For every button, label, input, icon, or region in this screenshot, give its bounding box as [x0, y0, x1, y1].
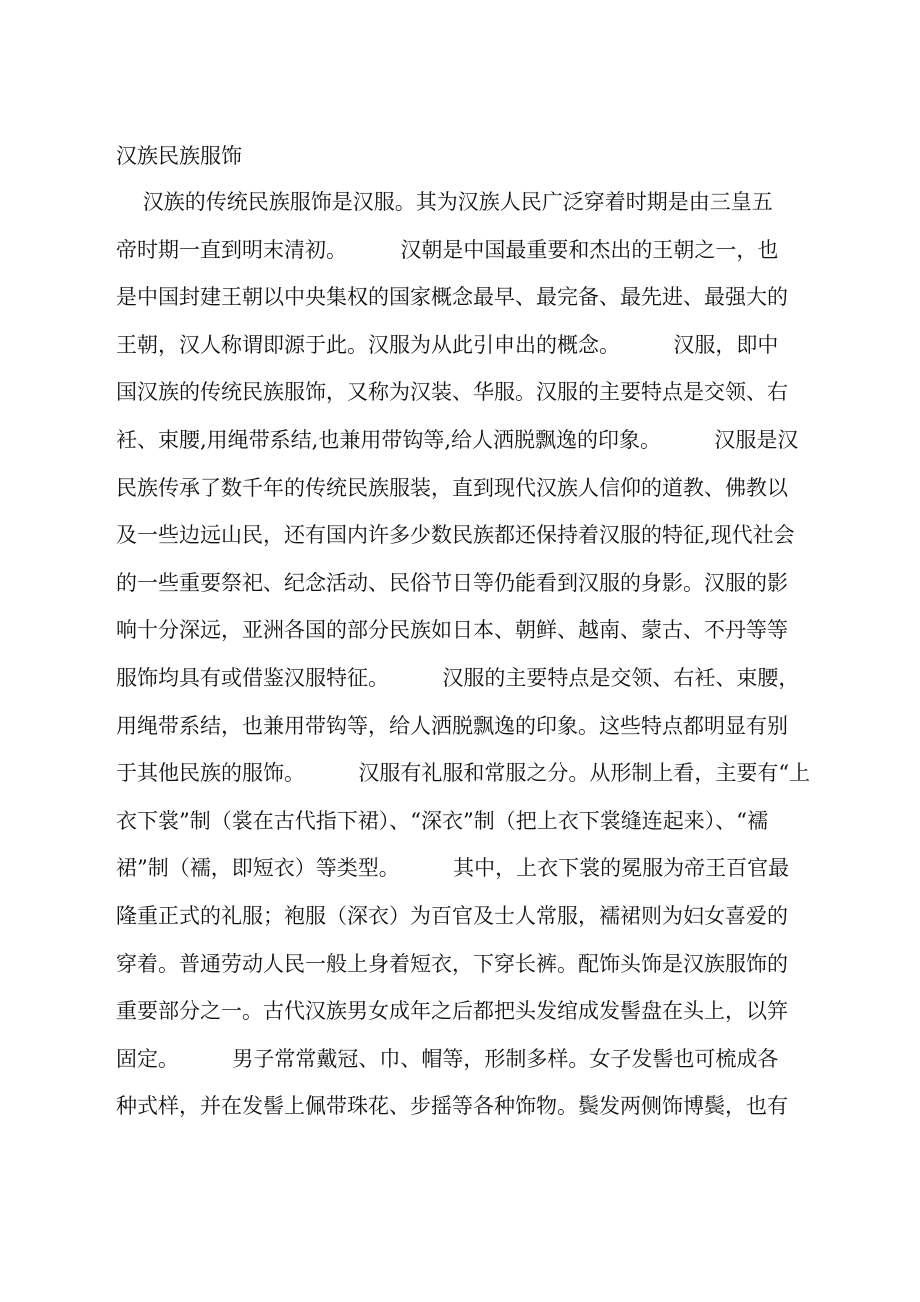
body-line: 于其他民族的服饰。 汉服有礼服和常服之分。从形制上看，主要有“上	[116, 761, 811, 786]
body-line: 穿着。普通劳动人民一般上身着短衣，下穿长裤。配饰头饰是汉族服饰的	[116, 951, 788, 976]
body-line: 衽、束腰,用绳带系结,也兼用带钩等,给人洒脱飘逸的印象。 汉服是汉	[116, 427, 799, 452]
body-line: 重要部分之一。古代汉族男女成年之后都把头发绾成发髻盘在头上，以笄	[116, 999, 788, 1024]
body-line: 衣下裳”制（裳在古代指下裙）、“深衣”制（把上衣下裳缝连起来）、“襦	[116, 808, 768, 833]
body-line: 的一些重要祭祀、纪念活动、民俗节日等仍能看到汉服的身影。汉服的影	[116, 570, 788, 595]
document-title: 汉族民族服饰	[116, 144, 242, 168]
body-line: 裙”制（襦，即短衣）等类型。 其中，上衣下裳的冕服为帝王百官最	[116, 856, 790, 881]
body-line: 用绳带系结，也兼用带钩等，给人洒脱飘逸的印象。这些特点都明显有别	[116, 713, 788, 738]
body-line: 及一些边远山民，还有国内许多少数民族都还保持着汉服的特征,现代社会	[116, 523, 795, 548]
body-line: 响十分深远，亚洲各国的部分民族如日本、朝鲜、越南、蒙古、不丹等等	[116, 618, 788, 643]
body-line: 民族传承了数千年的传统民族服装，直到现代汉族人信仰的道教、佛教以	[116, 475, 788, 500]
body-line: 隆重正式的礼服；袍服（深衣）为百官及士人常服，襦裙则为妇女喜爱的	[116, 903, 788, 928]
body-line: 国汉族的传统民族服饰，又称为汉装、华服。汉服的主要特点是交领、右	[116, 380, 788, 405]
body-line: 服饰均具有或借鉴汉服特征。 汉服的主要特点是交领、右衽、束腰，	[116, 665, 800, 690]
body-line: 王朝，汉人称谓即源于此。汉服为从此引申出的概念。 汉服，即中	[116, 332, 779, 357]
document-body	[116, 186, 816, 1138]
body-line: 固定。 男子常常戴冠、巾、帽等，形制多样。女子发髻也可梳成各	[116, 1046, 779, 1071]
body-line: 是中国封建王朝以中央集权的国家概念最早、最完备、最先进、最强大的	[116, 285, 788, 310]
body-line: 帝时期一直到明末清初。 汉朝是中国最重要和杰出的王朝之一，也	[116, 237, 779, 262]
body-line: 种式样，并在发髻上佩带珠花、步摇等各种饰物。鬓发两侧饰博鬓，也有	[116, 1094, 788, 1119]
body-line: 汉族的传统民族服饰是汉服。其为汉族人民广泛穿着时期是由三皇五	[116, 190, 773, 214]
